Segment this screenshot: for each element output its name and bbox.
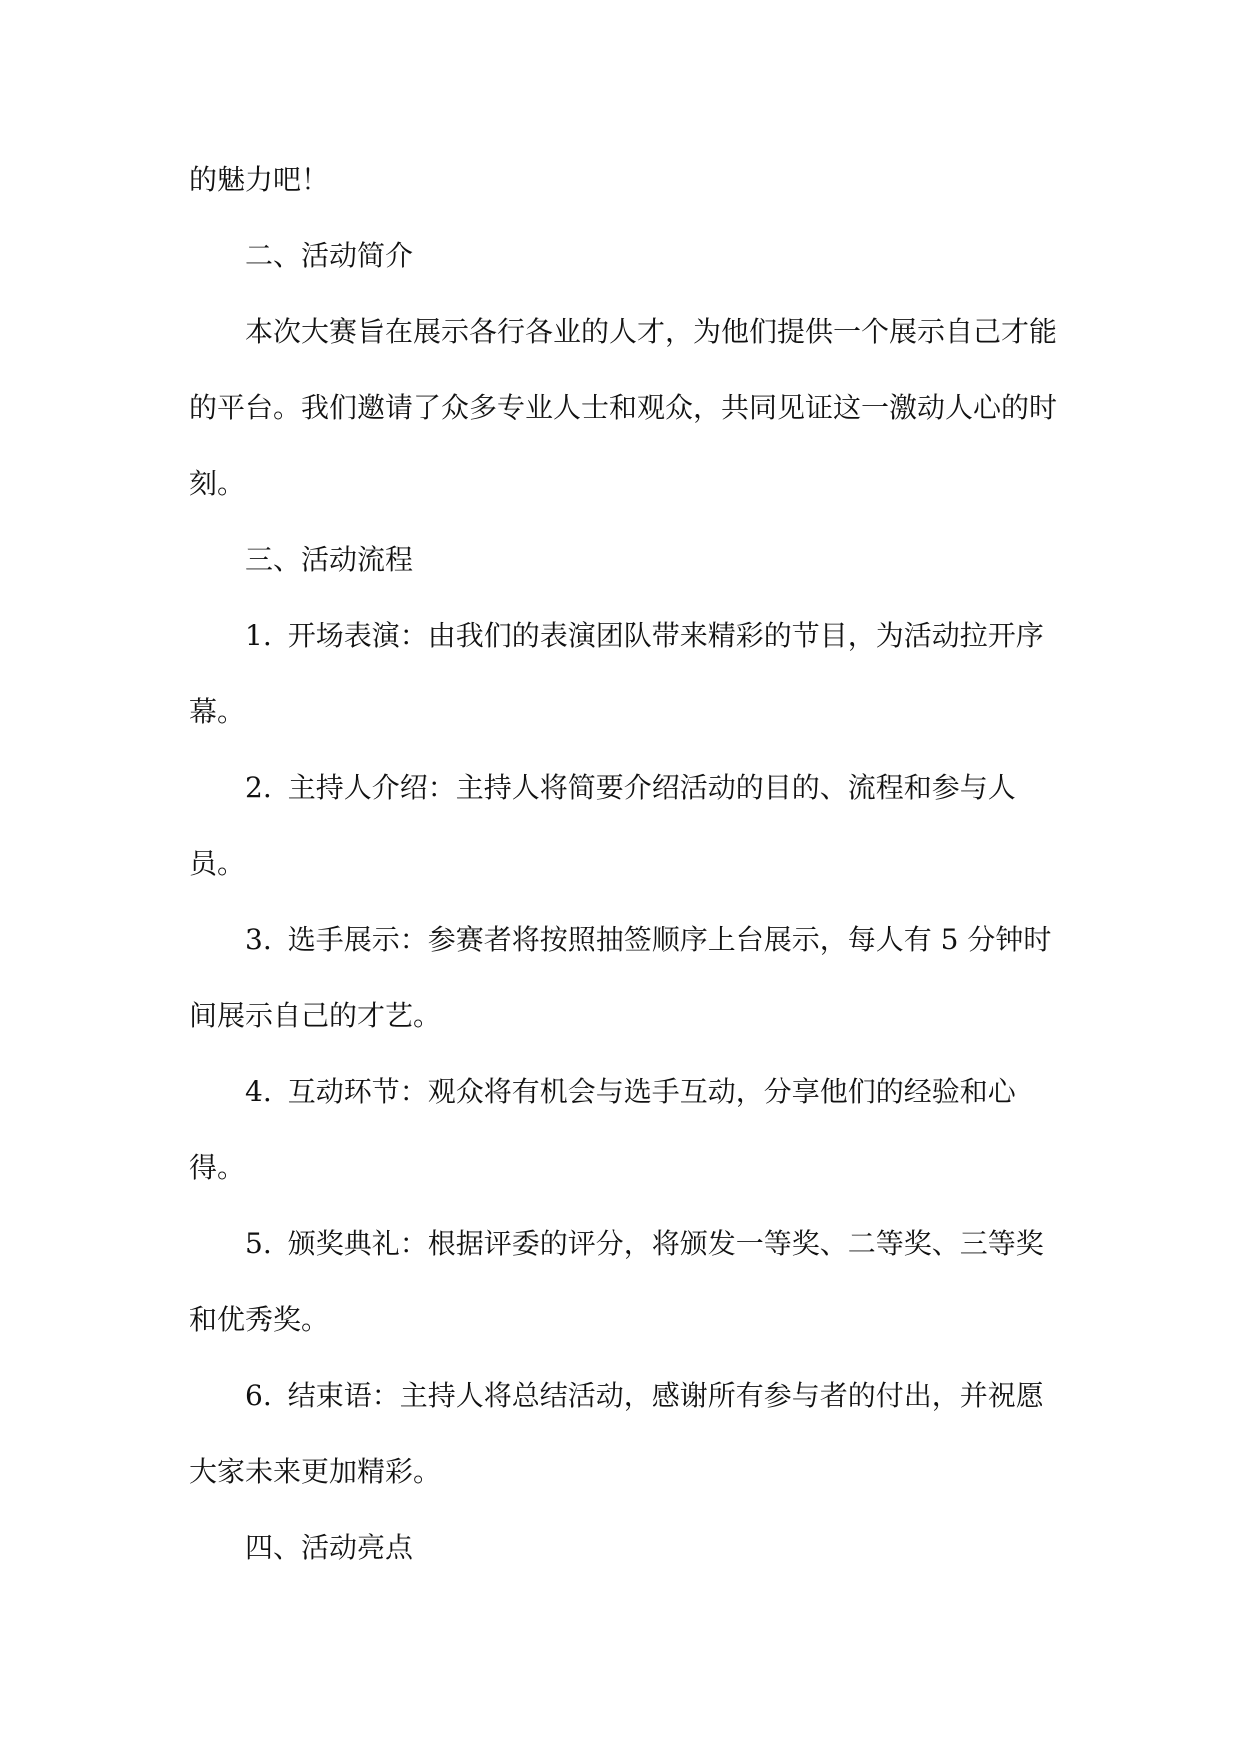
intro-paragraph: 本次大赛旨在展示各行各业的人才，为他们提供一个展示自己才能的平台。我们邀请了众多专业人士和观众，共同见证这一激动人心的时刻。 (189, 315, 1058, 500)
item-text: 颁奖典礼：根据评委的评分，将颁发一等奖、二等奖、三等奖和优秀奖。 (189, 1227, 1044, 1336)
item-number: 4. (245, 1075, 272, 1108)
process-item (189, 1054, 1059, 1206)
document-body (189, 142, 1059, 1586)
item-text: 开场表演：由我们的表演团队带来精彩的节目，为活动拉开序幕。 (189, 619, 1044, 728)
item-number: 3. (245, 923, 272, 956)
section-heading-process: 三、活动流程 (245, 543, 414, 576)
item-text: 主持人介绍：主持人将简要介绍活动的目的、流程和参与人员。 (189, 771, 1016, 880)
process-item (189, 1206, 1059, 1358)
continuation-text: 的魅力吧！ (189, 163, 330, 196)
item-number: 6. (245, 1379, 272, 1412)
process-item (189, 902, 1059, 1054)
item-number: 1. (245, 619, 272, 652)
process-item (189, 598, 1059, 750)
process-item (189, 750, 1059, 902)
section-heading-intro: 二、活动简介 (245, 239, 414, 272)
item-number: 5. (245, 1227, 272, 1260)
item-text: 互动环节：观众将有机会与选手互动，分享他们的经验和心得。 (189, 1075, 1016, 1184)
item-text: 选手展示：参赛者将按照抽签顺序上台展示，每人有 5 分钟时间展示自己的才艺。 (189, 923, 1052, 1032)
item-text: 结束语：主持人将总结活动，感谢所有参与者的付出，并祝愿大家未来更加精彩。 (189, 1379, 1044, 1488)
section-heading-highlights: 四、活动亮点 (245, 1531, 414, 1564)
process-item (189, 1358, 1059, 1510)
item-number: 2. (245, 771, 272, 804)
